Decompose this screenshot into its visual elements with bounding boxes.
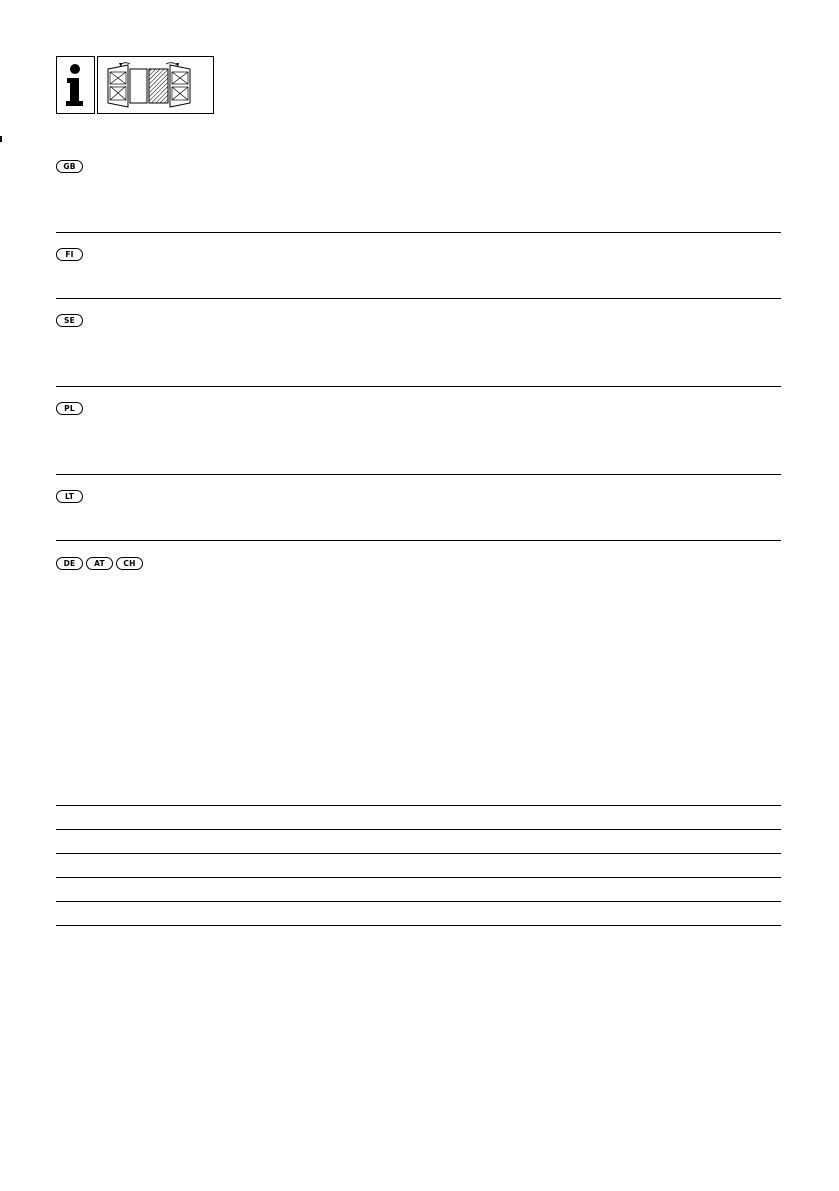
country-badge-ch: CH [116, 557, 143, 570]
fold-out-page-icon [97, 56, 214, 114]
country-badge-fi: FI [56, 248, 83, 261]
ruled-line [56, 829, 781, 830]
country-badge-gb: GB [56, 160, 83, 173]
section-divider [56, 540, 781, 541]
country-badge-lt: LT [56, 490, 83, 503]
section-divider [56, 386, 781, 387]
ruled-line [56, 925, 781, 926]
country-badge-pl: PL [56, 402, 83, 415]
page-edge-mark [0, 136, 2, 142]
country-badge-se: SE [56, 314, 83, 327]
info-i-icon [56, 56, 95, 114]
info-panel [56, 56, 214, 114]
section-divider [56, 298, 781, 299]
ruled-line [56, 805, 781, 806]
section-de-at-ch [56, 557, 781, 570]
section-divider [56, 232, 781, 233]
ruled-line [56, 901, 781, 902]
section-divider [56, 474, 781, 475]
section-gb [56, 160, 781, 173]
section-se [56, 314, 781, 327]
section-fi [56, 248, 781, 261]
section-pl [56, 402, 781, 415]
country-badge-de: DE [56, 557, 83, 570]
section-lt [56, 490, 781, 503]
ruled-line [56, 877, 781, 878]
ruled-line [56, 853, 781, 854]
country-badge-at: AT [86, 557, 113, 570]
